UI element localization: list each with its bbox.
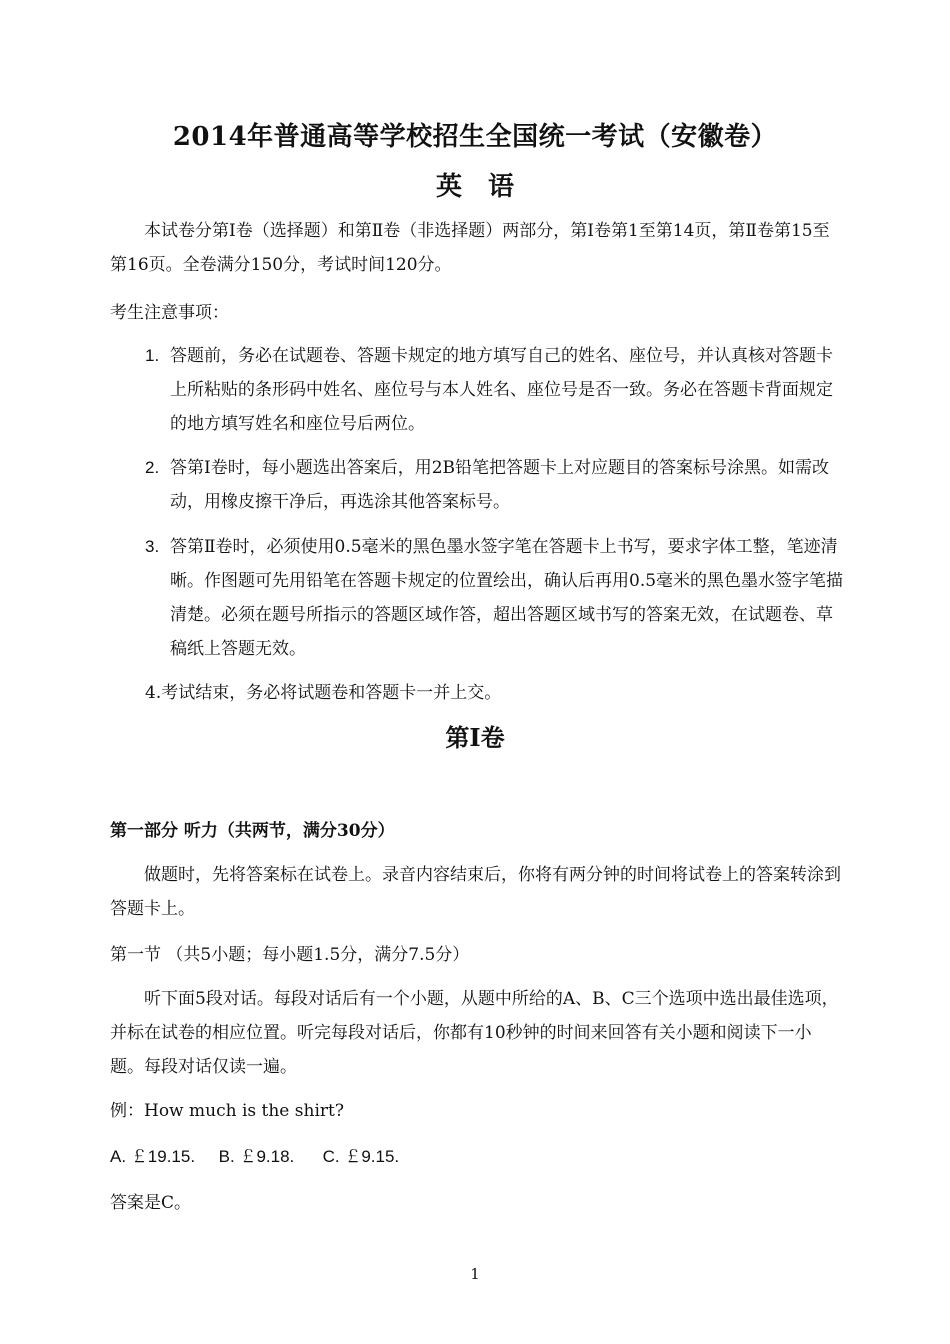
section1-instruction: 听下面5段对话。每段对话后有一个小题，从题中所给的A、B、C三个选项中选出最佳选项，并标在试卷的相应位置。听完每段对话后，你都有10秒钟的时间来回答有关小题和阅读下一小题。每段对话仅读一遍。: [110, 989, 839, 1077]
example-options: A. ￡19.15. B. ￡9.18. C. ￡9.15.: [110, 1147, 400, 1166]
page-number: 1: [470, 1265, 480, 1283]
intro-paragraph: 本试卷分第Ⅰ卷（选择题）和第Ⅱ卷（非选择题）两部分，第Ⅰ卷第1至第14页，第Ⅱ卷第15至第16页。全卷满分150分，考试时间120分。: [110, 221, 830, 275]
exam-title: 2014年普通高等学校招生全国统一考试（安徽卷）: [172, 122, 778, 152]
notice-item-text: 答第Ⅱ卷时，必须使用0.5毫米的黑色墨水签字笔在答题卡上书写，要求字体工整，笔迹清晰。作图题可先用铅笔在答题卡规定的位置绘出，确认后再用0.5毫米的黑色墨水签字笔描清楚。必须在题号所指示的答题区域作答，超出答题区域书写的答案无效，在试题卷、草稿纸上答题无效。: [170, 537, 844, 659]
notice-item-number: 3.: [145, 537, 160, 556]
notice-item-text: 4.考试结束，务必将试题卷和答题卡一并上交。: [145, 683, 502, 703]
example-question: 例：How much is the shirt?: [110, 1101, 344, 1121]
notice-item-number: 2.: [145, 458, 160, 477]
notice-item-text: 答题前，务必在试题卷、答题卡规定的地方填写自己的姓名、座位号，并认真核对答题卡上所粘贴的条形码中姓名、座位号与本人姓名、座位号是否一致。务必在答题卡背面规定的地方填写姓名和座位号后两位。: [170, 346, 833, 434]
notice-item-number: 1.: [145, 346, 160, 365]
part1-instruction: 做题时，先将答案标在试卷上。录音内容结束后，你将有两分钟的时间将试卷上的答案转涂到答题卡上。: [110, 865, 841, 919]
section1-heading: 第一节 （共5小题；每小题1.5分，满分7.5分）: [110, 945, 470, 965]
subject-title: 英语: [435, 172, 540, 202]
notice-item-text: 答第Ⅰ卷时，每小题选出答案后，用2B铅笔把答题卡上对应题目的答案标号涂黑。如需改动，用橡皮擦干净后，再选涂其他答案标号。: [170, 458, 830, 512]
notice-item-2: [145, 451, 845, 519]
notice-item-1: [145, 339, 845, 441]
notice-item-4: [145, 676, 501, 710]
notice-item-3: [145, 530, 845, 666]
part1-heading: 第一部分 听力（共两节，满分30分）: [110, 821, 395, 841]
notice-heading: 考生注意事项：: [110, 303, 229, 323]
example-answer: 答案是C。: [110, 1193, 192, 1213]
volume-title: 第Ⅰ卷: [445, 723, 505, 752]
